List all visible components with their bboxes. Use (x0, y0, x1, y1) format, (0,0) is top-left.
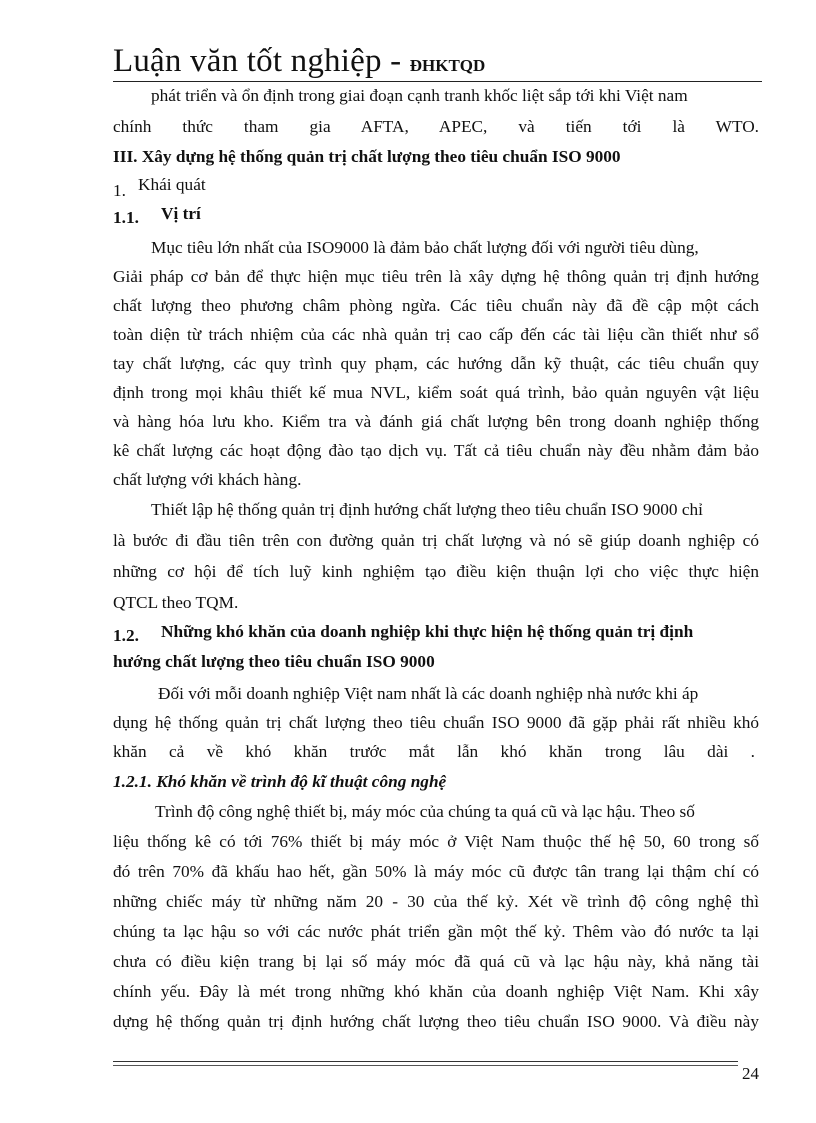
text-line: chúng ta lạc hậu so với các nước phát triển gần một thế kỷ. Thêm vào đó nước ta lại (113, 922, 759, 941)
text-line: chính yếu. Đây là mét trong những khó khăn của doanh nghiệp Việt Nam. Khi xây (113, 982, 759, 1001)
text-line: những chiếc máy từ những năm 20 - 30 của thế kỷ. Xét về trình độ công nghệ thì (113, 892, 759, 911)
section-heading-iii: III. Xây dựng hệ thống quản trị chất lượng theo tiêu chuẩn ISO 9000 (113, 147, 621, 166)
text-line: toàn diện từ trách nhiệm của các nhà quản trị cao cấp đến các tài liệu cần thiết như sổ (113, 325, 759, 344)
text-line: khăn cả về khó khăn trước mắt lẫn khó khăn trong lâu dài . (113, 742, 755, 761)
text-line: chưa có điều kiện trang bị lại số máy móc đã quá cũ và lạc hậu này, khả năng tài (113, 952, 759, 971)
text-line: là bước đi đầu tiên trên con đường quản trị chất lượng và nó sẽ giúp doanh nghiệp có (113, 531, 759, 550)
text-line: dụng hệ thống quản trị chất lượng theo tiêu chuẩn ISO 9000 đã gặp phải rất nhiều khó (113, 713, 759, 732)
page-number: 24 (742, 1064, 759, 1083)
header-rule (113, 81, 762, 82)
text-line: chất lượng với khách hàng. (113, 470, 302, 489)
text-line: phát triển và ổn định trong giai đoạn cạnh tranh khốc liệt sắp tới khi Việt nam (151, 86, 688, 105)
text-line: tay chất lượng, các quy trình quy phạm, các hướng dẫn kỹ thuật, các tiêu chuẩn quy (113, 354, 759, 373)
header-subtitle: ĐHKTQD (409, 56, 486, 75)
text-line: chất lượng theo phương châm phòng ngừa. Các tiêu chuẩn này đã đề cập một cách (113, 296, 759, 315)
heading-1-2-1: 1.2.1. Khó khăn về trình độ kĩ thuật công nghệ (113, 772, 447, 791)
heading-1-1-text: Vị trí (161, 204, 201, 223)
text-line: kê chất lượng các hoạt động đào tạo dịch vụ. Tất cả tiêu chuẩn này đều nhằm đảm bảo (113, 441, 759, 460)
footer-rule (113, 1065, 738, 1066)
text-line: dựng hệ thống quản trị định hướng chất lượng theo tiêu chuẩn ISO 9000. Và điều này (113, 1012, 759, 1031)
footer-rule (113, 1061, 738, 1062)
text-line: và hàng hóa lưu kho. Kiểm tra và đánh giá chất lượng bên trong doanh nghiệp thống (113, 412, 759, 431)
text-line: những cơ hội để tích luỹ kinh nghiệm tạo điều kiện thuận lợi cho việc thực hiện (113, 562, 759, 581)
text-line: liệu thống kê có tới 76% thiết bị máy móc ở Việt Nam thuộc thế hệ 50, 60 trong số (113, 832, 759, 851)
heading-1-2-text: Những khó khăn của doanh nghiệp khi thực hiện hệ thống quản trị định (161, 622, 694, 641)
text-line: Giải pháp cơ bản để thực hiện mục tiêu trên là xây dựng hệ thông quản trị định hướng (113, 267, 759, 286)
heading-1-number: 1. (113, 181, 126, 200)
heading-1-2-number: 1.2. (113, 626, 139, 645)
page-header (113, 42, 763, 82)
text-line: đó trên 70% đã khấu hao hết, gần 50% là máy móc cũ được tân trang lại thậm chí có (113, 862, 759, 881)
text-line: chính thức tham gia AFTA, APEC, và tiến tới là WTO. (113, 117, 759, 136)
text-line: Trình độ công nghệ thiết bị, máy móc của chúng ta quá cũ và lạc hậu. Theo số (155, 802, 695, 821)
text-line: QTCL theo TQM. (113, 593, 239, 612)
heading-1-1-number: 1.1. (113, 208, 139, 227)
header-title: Luận văn tốt nghiệp - (113, 43, 410, 79)
text-line: Đối với mỗi doanh nghiệp Việt nam nhất là các doanh nghiệp nhà nước khi áp (158, 684, 699, 703)
heading-1-text: Khái quát (138, 175, 206, 194)
text-line: Thiết lập hệ thống quản trị định hướng chất lượng theo tiêu chuẩn ISO 9000 chỉ (151, 500, 703, 519)
heading-1-2-text-cont: hướng chất lượng theo tiêu chuẩn ISO 9000 (113, 652, 435, 671)
text-line: định trong mọi khâu thiết kế mua NVL, kiểm soát quá trình, bảo quản nguyên vật liệu (113, 383, 759, 402)
text-line: Mục tiêu lớn nhất của ISO9000 là đảm bảo chất lượng đối với người tiêu dùng, (151, 238, 699, 257)
